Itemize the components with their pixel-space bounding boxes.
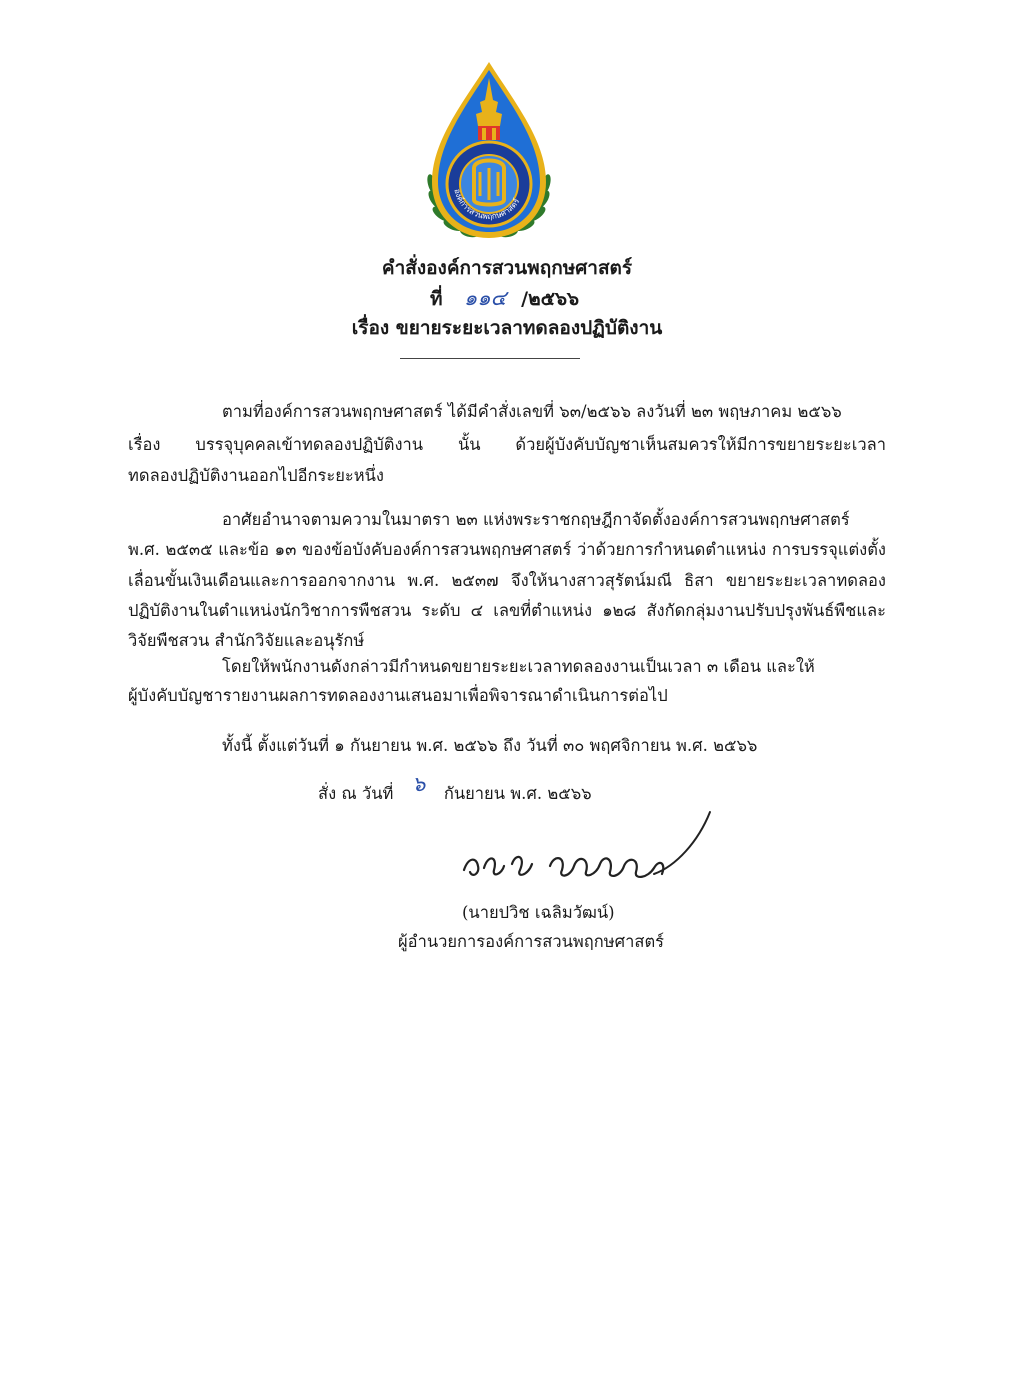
order-date [318,772,592,803]
signatory-position: ผู้อำนวยการองค์การสวนพฤกษศาสตร์ [398,932,665,951]
order-number-prefix: ที่ [430,288,443,310]
paragraph-2-line-5: วิจัยพืชสวน สำนักวิจัยและอนุรักษ์ [128,631,365,650]
order-number [430,282,579,315]
paragraph-2-line-1: อาศัยอำนาจตามความในมาตรา ๒๓ แห่งพระราชกฤษฎีกาจัดตั้งองค์การสวนพฤกษศาสตร์ [222,510,850,529]
paragraph-1-line-2: เรื่อง บรรจุบุคคลเข้าทดลองปฏิบัติงาน นั้น ด้วยผู้บังคับบัญชาเห็นสมควรให้มีการขยายระยะเวลา [128,435,886,454]
paragraph-1-line-1: ตามที่องค์การสวนพฤกษศาสตร์ ได้มีคำสั่งเลขที่ ๖๓/๒๕๖๖ ลงวันที่ ๒๓ พฤษภาคม ๒๕๖๖ [222,402,842,421]
order-number-suffix: /๒๕๖๖ [521,288,580,310]
document-subject: เรื่อง ขยายระยะเวลาทดลองปฏิบัติงาน [351,317,663,339]
document-title: คำสั่งองค์การสวนพฤกษศาสตร์ [381,257,633,279]
effective-period: ทั้งนี้ ตั้งแต่วันที่ ๑ กันยายน พ.ศ. ๒๕๖๖ ถึง วันที่ ๓๐ พฤศจิกายน พ.ศ. ๒๕๖๖ [222,736,758,755]
order-date-prefix: สั่ง ณ วันที่ [318,784,394,803]
order-number-handwritten: ๑๑๔ [463,286,507,310]
organization-emblem-icon [418,60,560,242]
paragraph-1-line-3: ทดลองปฏิบัติงานออกไปอีกระยะหนึ่ง [128,466,384,485]
signatory-name: (นายปวิช เฉลิมวัฒน์) [462,903,615,922]
paragraph-2-line-2: พ.ศ. ๒๕๓๕ และข้อ ๑๓ ของข้อบังคับองค์การสวนพฤกษศาสตร์ ว่าด้วยการกำหนดตำแหน่ง การบรรจุแต่งตั้ง [128,540,886,559]
order-date-day-handwritten: ๖ [411,772,426,796]
handwritten-signature [454,808,716,886]
emblem-ring-text: องค์การสวนพฤกษศาสตร์ [452,187,522,222]
paragraph-2-line-3: เลื่อนขั้นเงินเดือนและการออกจากงาน พ.ศ. ๒๕๓๗ จึงให้นางสาวสุรัตน์มณี ธิสา ขยายระยะเวลาทดลอง [128,571,886,590]
paragraph-3-line-2: ผู้บังคับบัญชารายงานผลการทดลองงานเสนอมาเพื่อพิจารณาดำเนินการต่อไป [128,686,668,705]
paragraph-3-line-1: โดยให้พนักงานดังกล่าวมีกำหนดขยายระยะเวลาทดลองงานเป็นเวลา ๓ เดือน และให้ [222,657,815,676]
paragraph-2-line-4: ปฏิบัติงานในตำแหน่งนักวิชาการพืชสวน ระดับ ๔ เลขที่ตำแหน่ง ๑๒๘ สังกัดกลุ่มงานปรับปรุงพันธ์พืชและ [128,601,886,620]
order-date-suffix: กันยายน พ.ศ. ๒๕๖๖ [443,784,592,803]
header-divider [400,358,580,359]
